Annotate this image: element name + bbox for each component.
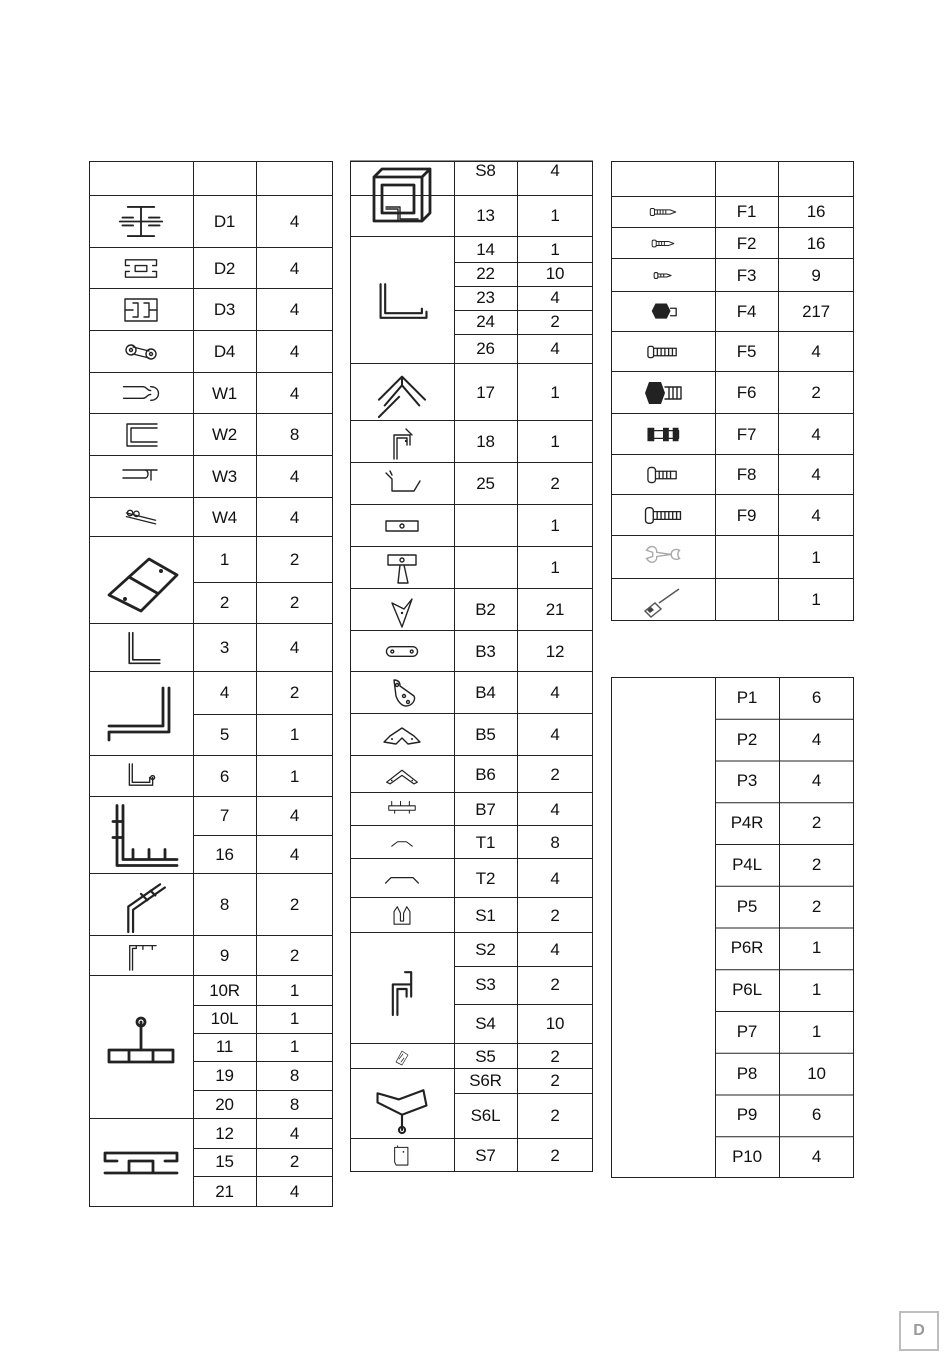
part-code: F4 bbox=[736, 302, 757, 321]
double-channel-profile-icon bbox=[101, 252, 181, 285]
parts-table-panels bbox=[611, 677, 854, 1178]
window-stay-icon bbox=[362, 1078, 442, 1130]
part-code: 3 bbox=[219, 638, 230, 657]
long-screw-icon bbox=[623, 200, 703, 224]
part-quantity: 10 bbox=[545, 1014, 565, 1033]
part-code: 8 bbox=[219, 895, 230, 914]
corner-cap-profile-icon bbox=[101, 940, 181, 972]
part-quantity: 4 bbox=[550, 683, 560, 702]
part-quantity: 2 bbox=[550, 1071, 560, 1090]
part-code: 24 bbox=[476, 312, 495, 331]
part-quantity: 9 bbox=[811, 265, 821, 285]
ridge-profile-icon bbox=[101, 878, 181, 932]
spring-clip-icon bbox=[362, 902, 442, 929]
part-code: S5 bbox=[475, 1046, 496, 1066]
part-code: S6R bbox=[469, 1071, 502, 1090]
part-code: B7 bbox=[475, 799, 496, 819]
part-quantity: 2 bbox=[289, 683, 300, 702]
panel-quantity: 6 bbox=[811, 1105, 822, 1125]
part-quantity: 4 bbox=[289, 383, 300, 403]
handle-bracket-icon bbox=[362, 551, 442, 585]
part-quantity: 1 bbox=[550, 239, 560, 259]
door-stop-profile-icon bbox=[362, 425, 442, 459]
part-quantity: 2 bbox=[289, 946, 300, 965]
flat-plate-icon bbox=[362, 509, 442, 543]
part-code: S6L bbox=[470, 1106, 501, 1125]
part-quantity: 2 bbox=[550, 905, 560, 925]
part-quantity: 4 bbox=[811, 424, 821, 444]
s-clip-icon bbox=[362, 963, 442, 1015]
part-quantity: 4 bbox=[289, 300, 300, 319]
triple-channel-profile-icon bbox=[101, 293, 181, 327]
part-code: 21 bbox=[215, 1181, 234, 1201]
panel-code: P6R bbox=[730, 938, 764, 958]
part-quantity: 4 bbox=[550, 799, 560, 819]
part-code: 17 bbox=[476, 382, 495, 402]
panel-quantity: 1 bbox=[811, 1021, 822, 1041]
i-beam-profile-icon bbox=[101, 199, 181, 244]
part-quantity: 4 bbox=[550, 725, 560, 744]
part-quantity: 1 bbox=[289, 1037, 300, 1056]
part-quantity: 1 bbox=[550, 382, 560, 402]
part-quantity: 2 bbox=[289, 549, 300, 569]
part-code bbox=[715, 536, 778, 579]
part-code: 26 bbox=[476, 339, 495, 358]
parts-table-brackets bbox=[350, 161, 593, 1172]
spanner-icon bbox=[623, 540, 703, 575]
panel-code: P4R bbox=[730, 813, 764, 833]
part-quantity: 4 bbox=[550, 161, 560, 180]
part-code: F6 bbox=[736, 383, 757, 402]
glazing-bar-profile-icon bbox=[101, 1128, 181, 1198]
base-channel-profile-icon bbox=[362, 275, 442, 327]
part-quantity: 217 bbox=[802, 302, 830, 321]
machine-screw-icon bbox=[623, 336, 703, 368]
part-quantity: 2 bbox=[289, 593, 300, 612]
part-code: W3 bbox=[211, 467, 238, 486]
part-code: 10L bbox=[210, 1009, 239, 1028]
part-code: T2 bbox=[475, 868, 496, 888]
connector-plate-icon bbox=[362, 635, 442, 668]
part-code: B5 bbox=[475, 725, 496, 744]
part-code: 9 bbox=[219, 946, 230, 965]
part-quantity: 4 bbox=[289, 1181, 300, 1201]
part-quantity: 4 bbox=[550, 339, 560, 358]
parts-table-profiles bbox=[89, 161, 333, 1207]
short-screw-icon bbox=[623, 263, 703, 288]
part-quantity: 8 bbox=[289, 1065, 300, 1085]
part-quantity: 1 bbox=[811, 547, 821, 567]
part-code: 13 bbox=[476, 206, 495, 225]
part-quantity: 2 bbox=[550, 1046, 560, 1066]
angle-bracket-icon bbox=[362, 593, 442, 627]
part-code: F5 bbox=[736, 342, 757, 361]
part-code: F1 bbox=[736, 202, 757, 221]
large-hex-bolt-icon bbox=[623, 376, 703, 410]
screwdriver-icon bbox=[623, 583, 703, 617]
part-code: W4 bbox=[211, 507, 238, 527]
part-code: D1 bbox=[213, 211, 236, 231]
part-quantity: 1 bbox=[550, 432, 560, 451]
part-quantity: 4 bbox=[289, 467, 300, 486]
part-quantity: 16 bbox=[806, 233, 826, 253]
long-l-profile-icon bbox=[101, 679, 181, 749]
part-quantity: 2 bbox=[289, 895, 300, 914]
part-quantity: 4 bbox=[550, 939, 560, 959]
part-code: 5 bbox=[219, 725, 230, 744]
part-quantity: 4 bbox=[811, 465, 821, 484]
part-quantity: 1 bbox=[289, 1009, 300, 1028]
long-pan-head-bolt-icon bbox=[623, 499, 703, 532]
panel-code: P4L bbox=[732, 854, 762, 874]
corner-frame-profile-icon bbox=[101, 801, 181, 870]
part-quantity: 4 bbox=[289, 507, 300, 527]
part-code: F9 bbox=[736, 505, 757, 525]
part-quantity: 4 bbox=[811, 505, 821, 525]
part-quantity: 8 bbox=[550, 832, 560, 852]
panel-quantity: 4 bbox=[811, 771, 822, 791]
part-quantity: 4 bbox=[289, 342, 300, 361]
part-code: 11 bbox=[215, 1037, 234, 1056]
part-code: 2 bbox=[219, 593, 230, 612]
door-plate-icon bbox=[362, 1143, 442, 1168]
part-quantity: 1 bbox=[550, 558, 560, 577]
panel-code: P5 bbox=[736, 896, 758, 916]
panel-code: P7 bbox=[736, 1021, 758, 1041]
part-code: S1 bbox=[475, 905, 496, 925]
panel-quantity: 1 bbox=[811, 980, 822, 1000]
part-quantity: 2 bbox=[550, 975, 560, 994]
part-code: F2 bbox=[736, 233, 757, 253]
bolt-with-nuts-icon bbox=[623, 418, 703, 451]
medium-screw-icon bbox=[623, 232, 703, 255]
short-tie-bar-icon bbox=[362, 830, 442, 855]
clip-profile-icon bbox=[101, 460, 181, 494]
part-quantity: 16 bbox=[806, 202, 826, 221]
part-quantity: 2 bbox=[550, 764, 560, 784]
part-code: D4 bbox=[213, 342, 236, 361]
part-quantity: 4 bbox=[289, 258, 300, 278]
panel-code: P3 bbox=[736, 771, 758, 791]
panel-quantity: 4 bbox=[811, 729, 822, 749]
part-code: 10R bbox=[209, 980, 240, 1000]
part-quantity: 10 bbox=[545, 264, 565, 283]
part-code: 15 bbox=[215, 1152, 234, 1171]
part-quantity: 1 bbox=[289, 766, 300, 786]
part-code: 23 bbox=[476, 288, 495, 307]
apex-bracket-icon bbox=[362, 718, 442, 752]
long-tie-bar-icon bbox=[362, 863, 442, 894]
panel-code: P1 bbox=[736, 687, 758, 707]
part-quantity: 12 bbox=[545, 641, 565, 661]
gutter-profile-icon bbox=[101, 760, 181, 793]
part-code: S8 bbox=[475, 161, 496, 180]
part-quantity: 4 bbox=[289, 844, 300, 864]
panel-quantity: 4 bbox=[811, 1147, 822, 1167]
part-quantity: 4 bbox=[550, 868, 560, 888]
part-quantity: 1 bbox=[289, 725, 300, 744]
part-code bbox=[715, 579, 778, 621]
part-code: 16 bbox=[215, 844, 234, 864]
door-catch-box-icon bbox=[362, 161, 442, 234]
part-quantity: 1 bbox=[550, 206, 560, 225]
part-quantity: 1 bbox=[811, 590, 821, 609]
panel-quantity: 10 bbox=[807, 1063, 826, 1083]
part-quantity: 8 bbox=[289, 425, 300, 444]
rail-bracket-icon bbox=[362, 797, 442, 822]
pan-head-bolt-icon bbox=[623, 459, 703, 491]
triangle-bracket-icon bbox=[362, 676, 442, 710]
apex-profile-icon bbox=[362, 368, 442, 417]
part-code: F3 bbox=[736, 265, 757, 285]
part-code: F8 bbox=[736, 465, 757, 484]
part-quantity: 2 bbox=[811, 383, 821, 402]
part-code: 4 bbox=[219, 683, 230, 702]
part-code: S4 bbox=[475, 1014, 496, 1033]
part-code: 22 bbox=[476, 264, 495, 283]
part-code: 19 bbox=[215, 1065, 234, 1085]
part-quantity: 8 bbox=[289, 1094, 300, 1114]
part-code: 14 bbox=[476, 239, 495, 259]
part-code: 6 bbox=[219, 766, 230, 786]
panel-code: P10 bbox=[732, 1147, 762, 1167]
u-channel-profile-icon bbox=[101, 418, 181, 452]
part-code: 12 bbox=[215, 1123, 234, 1143]
panel-quantity: 2 bbox=[811, 813, 822, 833]
part-code: T1 bbox=[475, 832, 496, 852]
panel-quantity: 2 bbox=[811, 896, 822, 916]
part-code: 18 bbox=[476, 432, 495, 451]
part-quantity: 4 bbox=[289, 1123, 300, 1143]
part-quantity: 1 bbox=[289, 980, 300, 1000]
part-quantity: 4 bbox=[289, 638, 300, 657]
part-quantity: 4 bbox=[289, 806, 300, 825]
part-code: 20 bbox=[215, 1094, 234, 1114]
roller-track-icon bbox=[101, 502, 181, 533]
l-angle-profile-icon bbox=[101, 628, 181, 668]
part-quantity: 4 bbox=[289, 211, 300, 231]
part-quantity: 2 bbox=[550, 312, 560, 331]
part-code: F7 bbox=[736, 424, 757, 444]
panel-quantity: 2 bbox=[811, 854, 822, 874]
panel-code: P6L bbox=[732, 980, 762, 1000]
hex-bolt-nut-icon bbox=[623, 296, 703, 328]
part-quantity: 2 bbox=[550, 1145, 560, 1165]
vent-opener-icon bbox=[362, 1048, 442, 1065]
part-code: B2 bbox=[475, 600, 496, 619]
part-quantity: 2 bbox=[550, 474, 560, 493]
part-code: D3 bbox=[213, 300, 236, 319]
part-code: S2 bbox=[475, 939, 496, 959]
panel-code: P2 bbox=[736, 729, 758, 749]
hook-profile-icon bbox=[101, 377, 181, 410]
part-code: B4 bbox=[475, 683, 496, 702]
roof-plate-icon bbox=[101, 546, 181, 616]
gable-bracket-icon bbox=[362, 760, 442, 789]
part-code: 7 bbox=[219, 806, 230, 825]
part-code: D2 bbox=[213, 258, 236, 278]
wheel-roller-icon bbox=[101, 335, 181, 369]
part-code: W2 bbox=[211, 425, 238, 444]
panel-code: P8 bbox=[736, 1063, 758, 1083]
panel-quantity: 6 bbox=[811, 687, 822, 707]
part-code: B6 bbox=[475, 764, 496, 784]
sill-profile-icon bbox=[362, 467, 442, 501]
part-code: W1 bbox=[211, 383, 238, 403]
part-quantity: 21 bbox=[545, 600, 565, 619]
part-quantity: 4 bbox=[550, 288, 560, 307]
part-quantity: 2 bbox=[550, 1106, 560, 1125]
part-code bbox=[454, 505, 517, 547]
part-code bbox=[454, 547, 517, 589]
panel-quantity: 1 bbox=[811, 938, 822, 958]
part-code: S3 bbox=[475, 975, 496, 994]
part-code: 25 bbox=[476, 474, 495, 493]
part-quantity: 2 bbox=[289, 1152, 300, 1171]
part-code: 1 bbox=[219, 549, 230, 569]
page-label-badge: D bbox=[899, 1311, 939, 1351]
part-code: S7 bbox=[475, 1145, 496, 1165]
panel-code: P9 bbox=[736, 1105, 758, 1125]
parts-table-fixings bbox=[611, 161, 854, 621]
part-quantity: 1 bbox=[550, 516, 560, 535]
t-bar-profile-icon bbox=[101, 1013, 181, 1083]
part-code: B3 bbox=[475, 641, 496, 661]
part-quantity: 4 bbox=[811, 342, 821, 361]
